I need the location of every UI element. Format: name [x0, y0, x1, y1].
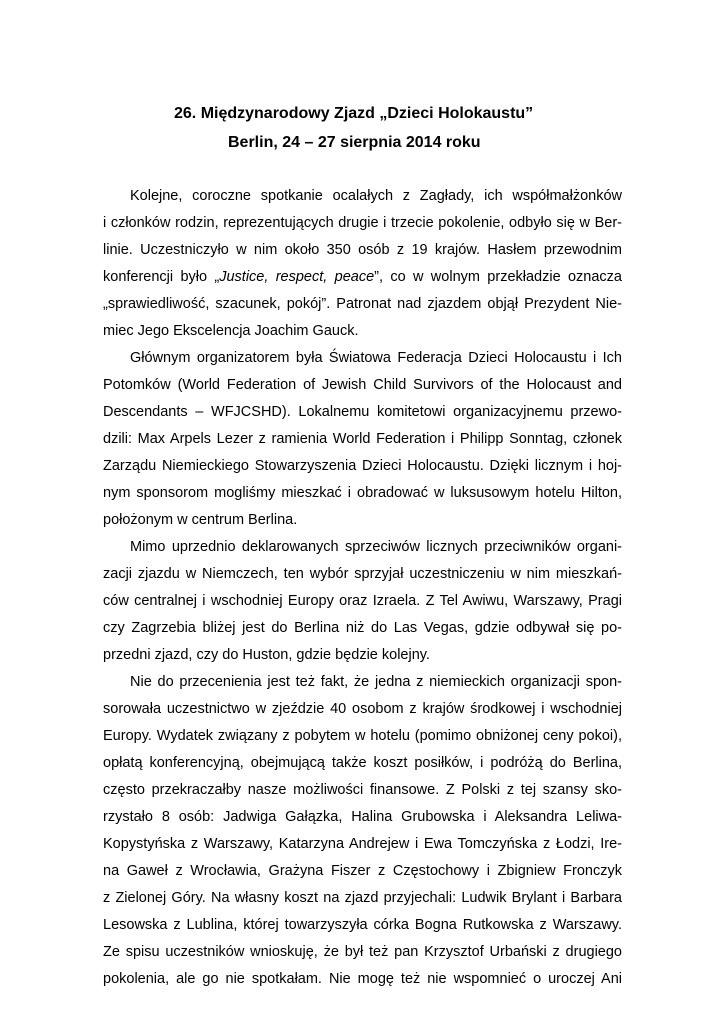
text-line: i członków rodzin, reprezentujących drugie i trzecie pokolenie, odbyło się w Ber-	[103, 215, 622, 231]
text-line: Ze spisu uczestników wnioskuję, że był też pan Krzysztof Urbański z drugiego	[103, 944, 622, 960]
text-line: Nie do przecenienia jest też fakt, że jedna z niemieckich organizacji spon-	[130, 674, 622, 690]
text-segment: ”, co w wolnym przekładzie oznacza	[374, 269, 622, 285]
text-line: opłatą konferencyjną, obejmującą także koszt posiłków, i podróżą do Berlina,	[103, 755, 622, 771]
text-line: Mimo uprzednio deklarowanych sprzeciwów licznych przeciwników organi-	[130, 539, 622, 555]
text-line: Europy. Wydatek związany z pobytem w hotelu (pomimo obniżonej ceny pokoi),	[103, 728, 622, 744]
text-line: ców centralnej i wschodniej Europy oraz Izraela. Z Tel Awiwu, Warszawy, Pragi	[103, 593, 622, 609]
text-line: sorowała uczestnictwo w zjeździe 40 osobom z krajów środkowej i wschodniej	[103, 701, 622, 717]
text-line: Descendants – WFJCSHD). Lokalnemu komitetowi organizacyjnemu przewo-	[103, 404, 622, 420]
text-line: Potomków (World Federation of Jewish Child Survivors of the Holocaust and	[103, 377, 622, 393]
text-line: „sprawiedliwość, szacunek, pokój”. Patronat nad zjazdem objął Prezydent Nie-	[103, 296, 622, 312]
text-line: linie. Uczestniczyło w nim około 350 osób z 19 krajów. Hasłem przewodnim	[103, 242, 622, 258]
text-line: miec Jego Ekscelencja Joachim Gauck.	[103, 323, 359, 339]
text-line: dzili: Max Arpels Lezer z ramienia World Federation i Philipp Sonntag, członek	[103, 431, 622, 447]
heading-title: 26. Międzynarodowy Zjazd „Dzieci Holokaustu”	[174, 105, 534, 122]
article-body	[103, 183, 622, 993]
text-segment: konferencji było „	[103, 269, 220, 285]
text-line: Lesowska z Lublina, której towarzyszyła córka Bogna Rutkowska z Warszawy.	[103, 917, 622, 933]
text-line: na Gaweł z Wrocławia, Grażyna Fiszer z Częstochowy i Zbigniew Fronczyk	[103, 863, 622, 879]
text-line: położonym w centrum Berlina.	[103, 512, 298, 528]
text-line: pokolenia, ale go nie spotkałam. Nie mogę też nie wspomnieć o uroczej Ani	[103, 971, 622, 987]
text-line: Kopystyńska z Warszawy, Katarzyna Andrejew i Ewa Tomczyńska z Łodzi, Ire-	[103, 836, 622, 852]
text-line: rzystało 8 osób: Jadwiga Gałązka, Halina Grubowska i Aleksandra Leliwa-	[103, 809, 622, 825]
text-line: czy Zagrzebia bliżej jest do Berlina niż do Las Vegas, gdzie odbywał się po-	[103, 620, 622, 636]
text-line: Głównym organizatorem była Światowa Federacja Dzieci Holocaustu i Ich	[130, 350, 622, 366]
text-line	[103, 264, 622, 291]
slogan-italic: Justice, respect, peace	[219, 269, 375, 285]
heading-subtitle: Berlin, 24 – 27 sierpnia 2014 roku	[228, 134, 481, 151]
text-line: nym sponsorom mogliśmy mieszkać i obradować w luksusowym hotelu Hilton,	[103, 485, 622, 501]
text-line: zacji zjazdu w Niemczech, ten wybór sprzyjał uczestniczeniu w nim mieszkań-	[103, 566, 622, 582]
text-line: z Zielonej Góry. Na własny koszt na zjazd przyjechali: Ludwik Brylant i Barbara	[103, 890, 622, 906]
text-line: często przekraczałby nasze możliwości finansowe. Z Polski z tej szansy sko-	[103, 782, 622, 798]
text-line: Kolejne, coroczne spotkanie ocalałych z Zagłady, ich współmałżonków	[130, 188, 622, 204]
text-line: przedni zjazd, czy do Huston, gdzie będzie kolejny.	[103, 647, 430, 663]
text-line: Zarządu Niemieckiego Stowarzyszenia Dzieci Holocaustu. Dzięki licznym i hoj-	[103, 458, 622, 474]
